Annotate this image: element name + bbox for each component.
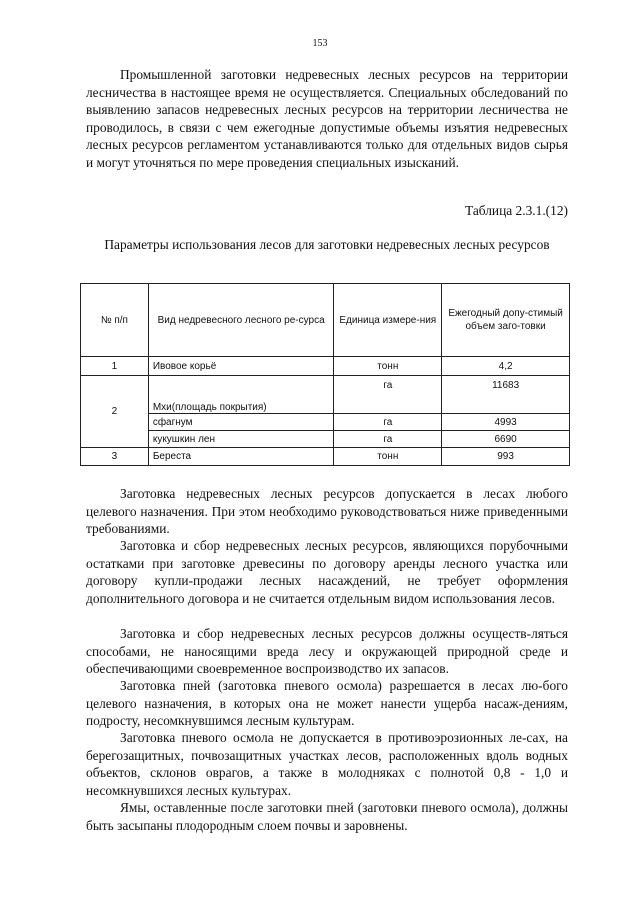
paragraph-stump-harvest: Заготовка пней (заготовка пневого осмола) разрешается в лесах лю-бого целевого назначения, в которых она не может нанести ущерба насаж-дениям, подросту, несомкнувшимся лесным культурам. (86, 678, 568, 729)
row-num: 2 (81, 376, 149, 448)
intro-paragraph: Промышленной заготовки недревесных лесных ресурсов на территории лесничества в настоящее время не осуществляется. Специальных обследований по выявлению запасов недревесных лесных ресурсов на территории лесничества не проводилось, в связи с чем ежегодные допустимые объемы изъятия недревесных лесных ресурсов регламентом устанавливаются только для отдельных видов сырья и могут уточняться по мере проведения специальных изысканий. (86, 67, 568, 170)
paragraph-slash-harvest: Заготовка и сбор недревесных лесных ресурсов, являющихся порубочными остатками при заготовке древесины по договору аренды лесного участка или договору купли-продажи лесных насаждений, не требует оформления дополнительного договора и не считается отдельным видом использования лесов. (86, 538, 568, 606)
table-row (81, 376, 570, 414)
row-volume: 6690 (442, 431, 570, 448)
row-resource: кукушкин лен (148, 431, 334, 448)
table-row (81, 414, 570, 431)
row-unit: тонн (334, 448, 442, 466)
header-num: № п/п (81, 284, 149, 357)
row-unit: тонн (334, 357, 442, 376)
row-resource: сфагнум (148, 414, 334, 431)
header-resource-type: Вид недревесного лесного ре-сурса (148, 284, 334, 357)
table-label: Таблица 2.3.1.(12) (464, 203, 568, 218)
row-unit: га (334, 431, 442, 448)
paragraph-pit-filling: Ямы, оставленные после заготовки пней (заготовки пневого осмола), должны быть засыпаны плодородным слоем почвы и заровнены. (86, 800, 568, 833)
row-num: 3 (81, 448, 149, 466)
table-row (81, 431, 570, 448)
table-header-row (81, 284, 570, 357)
header-annual-volume: Ежегодный допу-стимый объем заго-товки (442, 284, 570, 357)
table-title: Параметры использования лесов для заготовки недревесных лесных ресурсов (104, 237, 550, 252)
table-row (81, 357, 570, 376)
row-volume: 4,2 (442, 357, 570, 376)
table-row (81, 448, 570, 466)
row-resource: Береста (148, 448, 334, 466)
paragraph-stump-restrictions: Заготовка пневого осмола не допускается в противоэрозионных ле-сах, на берегозащитных, почвозащитных участках лесов, расположенных вдоль водных объектов, склонов оврагов, а также в молодняках с полнотой 0,8 - 1,0 и несомкнувшихся лесных культурах. (86, 730, 568, 798)
parameters-table (80, 283, 570, 466)
row-resource: Мхи(площадь покрытия) (148, 376, 334, 414)
row-unit: га (334, 414, 442, 431)
row-volume: 993 (442, 448, 570, 466)
header-unit: Единица измере-ния (334, 284, 442, 357)
row-unit: га (334, 376, 442, 414)
paragraph-harvest-methods: Заготовка и сбор недревесных лесных ресурсов должны осуществ-ляться способами, не наносящими вреда лесу и окружающей природной среде и обеспечивающими своевременное воспроизводство их запасов. (86, 626, 568, 677)
row-volume: 11683 (442, 376, 570, 414)
row-num: 1 (81, 357, 149, 376)
page-number: 153 (312, 38, 328, 49)
row-resource: Ивовое корьё (148, 357, 334, 376)
paragraph-harvest-allowed: Заготовка недревесных лесных ресурсов допускается в лесах любого целевого назначения. При этом необходимо руководствоваться ниже приведенными требованиями. (86, 486, 568, 537)
row-volume: 4993 (442, 414, 570, 431)
